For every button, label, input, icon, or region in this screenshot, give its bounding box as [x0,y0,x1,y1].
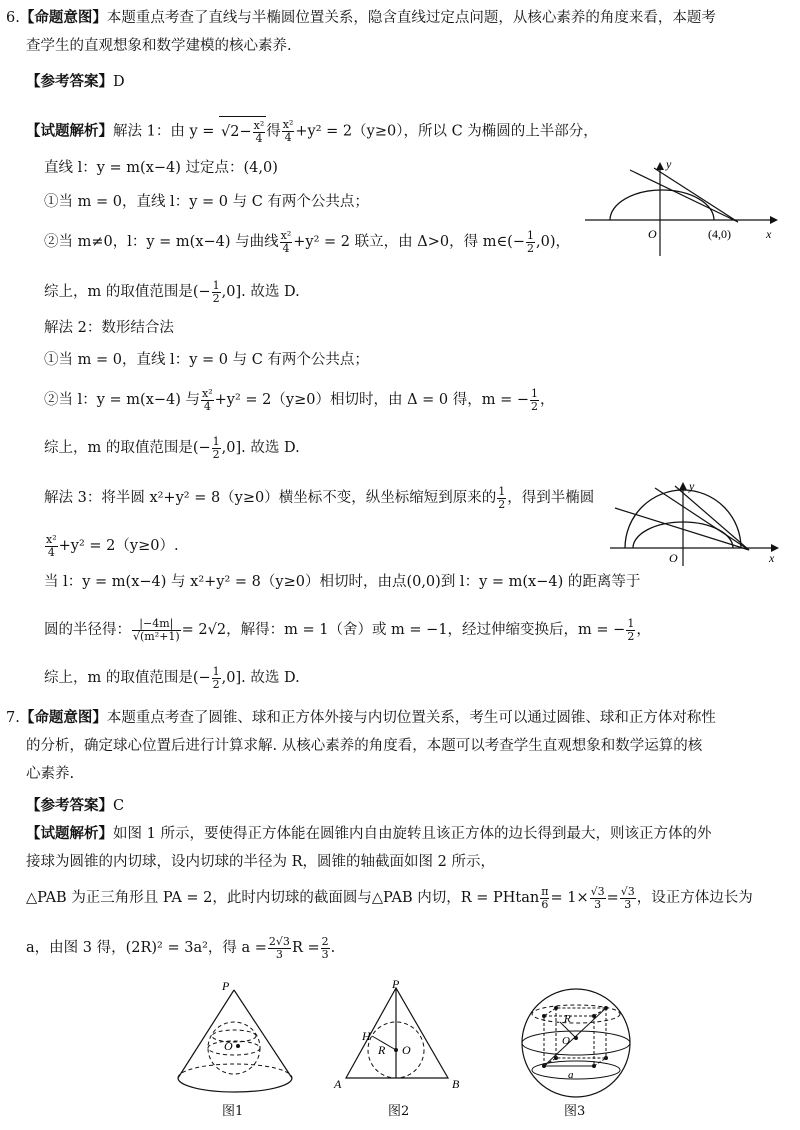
frac-den: 2 [627,629,635,643]
frac-num: |−4m| [132,618,181,631]
q7-a-l3d: ，设正方体边长为 [636,890,753,906]
frac-num: √3 [590,884,605,898]
frac-num: x² [46,532,57,546]
frac-num: 2 [321,934,329,948]
frac-sqrt3-over-3 [590,886,606,911]
label-x: x [769,551,775,565]
m3-e2: = 2√2，解得：m = 1（舍）或 m = −1，经过伸缩变换后，m = − [181,622,626,638]
q6-analysis-tag: 【试题解析】 [26,122,113,140]
label-O: O [562,1035,570,1047]
m3-c: +y² = 2（y≥0）. [58,538,179,554]
q6-m1-case2-b: +y² = 2 联立，由 Δ>0，得 m∈(− [293,234,525,250]
sqrt-inner: 2− [230,124,252,140]
frac-num: 1 [531,386,539,400]
frac-den: 4 [284,131,292,144]
frac-x2-over-4-b [282,119,295,144]
q6-m1-line2: 直线 l：y = m(x−4) 过定点：(4,0) [44,160,278,176]
frac-1-over-2 [212,436,221,461]
q6-m3-line2 [44,530,179,562]
q6-number: 6. [6,10,20,26]
frac-den: 2 [212,447,220,461]
q6-m1-text-c: +y² = 2（y≥0），所以 C 为椭圆的上半部分， [295,123,598,140]
frac-num: 1 [212,664,220,678]
frac-1-over-2 [497,486,506,511]
frac-num: x² [282,118,294,131]
m3-b: ，得到半椭圆 [507,490,595,506]
frac-den: 4 [282,241,290,255]
q6-intent-tag: 【命题意图】 [19,9,107,26]
q7-a-l4a: a，由图 3 得，(2R)² = 3a²，得 a = [26,940,267,956]
frac-num: 1 [527,228,534,242]
q7-a-l1: 如图 1 所示，要使得正方体能在圆锥内自由旋转且该正方体的边长得到最大，则该正方体的外 [113,826,712,842]
line-l1 [630,170,738,222]
frac-den: 2 [527,241,534,255]
q6-m1-case1: ①当 m = 0，直线 l：y = 0 与 C 有两个公共点； [44,194,369,210]
figure-2-axial-section [330,978,470,1098]
q6-m1-text-a: 解法 1：由 y = [113,123,220,140]
q6-figure-method1 [580,160,780,260]
q7-a-l3c: = [606,890,619,906]
m2-b: +y² = 2（y≥0）相切时，由 Δ = 0 得，m = − [214,392,530,408]
q7-answer [26,796,124,816]
frac-den: 3 [321,947,329,961]
label-B: B [452,1077,460,1091]
vertex-dot [604,1056,608,1060]
frac-1-over-2 [530,388,539,413]
cone-base-back [178,1064,292,1078]
vertex-dot [592,1064,596,1068]
q7-intent-line3: 心素养. [26,766,75,782]
m3-a: 解法 3：将半圆 x²+y² = 8（y≥0）横坐标不变，纵坐标缩短到原来的 [44,490,497,506]
label-R: R [378,1043,386,1057]
frac-den: 2 [212,677,220,691]
concl-b: ,0]. 故选 D. [221,440,300,456]
label-origin: O [669,551,678,565]
q6-intent-text: 本题重点考查了直线与半椭圆位置关系，隐含直线过定点问题，从核心素养的角度来看，本题考 [106,10,716,26]
line-l2 [654,168,738,222]
label-R: R [564,1013,571,1025]
lower-latitude [532,1061,620,1079]
q6-m3-line3: 当 l：y = m(x−4) 与 x²+y² = 8（y≥0）相切时，由点(0,0)到 l：y = m(x−4) 的距离等于 [44,574,641,590]
frac-num: 1 [627,616,635,630]
frac-num: 1 [212,278,220,292]
frac-den: √(m²+1) [133,629,180,643]
figure-3-sphere-cube [508,988,648,1100]
label-O: O [224,1039,233,1053]
vertex-dot [604,1006,608,1010]
label-P: P [392,978,400,991]
label-y: y [689,479,695,493]
sphere-equator [208,1041,260,1055]
q7-intent-line2: 的分析，确定球心位置后进行计算求解. 从核心素养的角度看，本题可以考查学生直观想象和数学运算的核 [26,738,703,754]
q7-a-l4b: R = [291,940,320,956]
frac-den: 2 [531,399,539,413]
frac-den: 4 [47,545,55,559]
center-O [574,1036,578,1040]
q6-m2-case1: ①当 m = 0，直线 l：y = 0 与 C 有两个公共点； [44,352,369,368]
equator [522,1031,630,1055]
q6-answer [26,72,125,92]
frac-num: √3 [620,884,635,898]
q7-answer-tag: 【参考答案】 [26,797,113,814]
half-ellipse [610,190,714,220]
q7-a-l4c: . [330,940,336,956]
cone-side-left [178,990,234,1078]
tangent-line-3 [675,486,749,550]
q7-intent-line1 [6,708,716,728]
frac-den: 3 [624,897,632,911]
frac-x2-over-4 [201,388,214,413]
q6-answer-tag: 【参考答案】 [26,73,113,90]
q6-m1-case2-c: ,0)， [536,234,570,250]
m3-e1: 圆的半径得： [44,622,131,638]
frac-num: 1 [498,484,506,498]
figure-3-caption: 图3 [564,1104,586,1119]
vertex-dot [554,1006,558,1010]
q6-m3-line4 [44,612,651,648]
frac-num: x² [280,228,292,242]
frac-1-over-2 [626,618,635,643]
q6-m1-case2 [44,226,570,258]
q6-m3-conclusion [44,662,300,694]
q7-analysis-line3 [26,880,753,916]
q6-m1-case2-a: ②当 m≠0，l：y = m(x−4) 与曲线 [44,234,279,250]
q7-analysis-line4 [26,930,335,966]
cone-side-right [234,990,292,1078]
sqrt-expression: √2− $\frac{\text{x²}}{4}$ [219,116,266,147]
q7-analysis-tag: 【试题解析】 [26,825,113,842]
x-arrow [770,216,778,224]
label-y: y [666,160,672,171]
label-A: A [334,1077,342,1091]
q7-answer-value: C [113,798,125,814]
concl-b: ,0]. 故选 D. [221,284,300,300]
q6-intent-line1 [6,8,716,28]
q6-m1-text-b: 得 [266,123,281,140]
center-O [394,1048,398,1052]
y-arrow [656,162,664,170]
q7-intent-text: 本题重点考查了圆锥、球和正方体外接与内切位置关系，考生可以通过圆锥、球和正方体对称性 [106,710,716,726]
tangent-line-2 [655,488,749,550]
frac-den: 4 [203,399,211,413]
m2-c: ， [540,392,555,408]
q7-a-l3a: △PAB 为正三角形且 PA = 2，此时内切球的截面圆与△PAB 内切，R = PHtan [26,890,540,906]
q6-m1-line1 [26,116,598,147]
q6-intent-line2: 查学生的直观想象和数学建模的核心素养. [26,38,292,54]
frac-num: x² [202,386,213,400]
concl-b: ,0]. 故选 D. [221,670,300,686]
q7-analysis-line2: 接球为圆锥的内切球，设内切球的半径为 R，圆锥的轴截面如图 2 所示， [26,854,495,870]
q6-m2-title: 解法 2：数形结合法 [44,320,174,336]
q6-m2-case2 [44,384,555,416]
vertex-dot [542,1014,546,1018]
tangent-line-1 [615,508,749,550]
m3-e3: ， [636,622,651,638]
label-a: a [568,1069,574,1081]
m2-a: ②当 l：y = m(x−4) 与 [44,392,201,408]
q6-m1-conclusion [44,276,300,308]
frac-x2-over-4 [280,230,293,255]
frac-den: 4 [255,131,263,145]
label-H: H [362,1029,371,1043]
frac-den: 2 [498,497,506,511]
q6-m3-line1 [44,482,594,514]
frac-den: 2 [212,291,220,305]
frac-x2-over-4 [45,534,58,559]
sphere-center [236,1044,240,1048]
q7-number: 7. [6,710,20,726]
concl-a: 综上，m 的取值范围是(− [44,440,211,456]
q6-answer-value: D [113,74,125,90]
cone-base-front [178,1078,292,1092]
frac-den: 3 [275,947,283,961]
frac-2sqrt3-over-3 [268,936,291,961]
frac-den: 3 [594,897,602,911]
circumscribed-sphere [522,989,630,1097]
q6-figure-method3 [605,478,785,568]
y-arrow [679,482,687,490]
q7-analysis-line1 [26,824,711,844]
frac-den: 6 [541,897,549,911]
frac-pi-over-6 [540,886,549,911]
frac-1-over-2 [212,280,221,305]
label-origin: O [648,227,657,241]
vertex-dot [554,1056,558,1060]
label-O: O [402,1043,411,1057]
figure-1-cone [168,978,304,1098]
q6-m2-conclusion [44,432,300,464]
tangent-circle [212,1030,256,1042]
cube-top [544,1008,606,1016]
frac-num: x² [253,118,265,132]
frac-1-over-2 [212,666,221,691]
concl-a: 综上，m 的取值范围是(− [44,670,211,686]
frac-x2-over-4 [253,120,266,145]
frac-num: π [541,884,549,898]
vertex-dot [592,1014,596,1018]
label-P: P [222,979,230,993]
frac-1-over-2 [526,230,535,255]
frac-distance [132,618,181,643]
figure-1-caption: 图1 [222,1104,244,1119]
frac-sqrt3-over-3 [620,886,636,911]
concl-a: 综上，m 的取值范围是(− [44,284,211,300]
q7-intent-tag: 【命题意图】 [19,709,107,726]
vertex-dot [542,1064,546,1068]
q7-a-l3b: = 1× [550,890,589,906]
frac-2-over-3 [321,936,330,961]
label-x: x [766,227,772,241]
frac-num: 1 [212,434,220,448]
label-point-4-0: (4,0) [708,227,731,241]
figure-2-caption: 图2 [388,1104,410,1119]
frac-num: 2√3 [268,934,290,948]
